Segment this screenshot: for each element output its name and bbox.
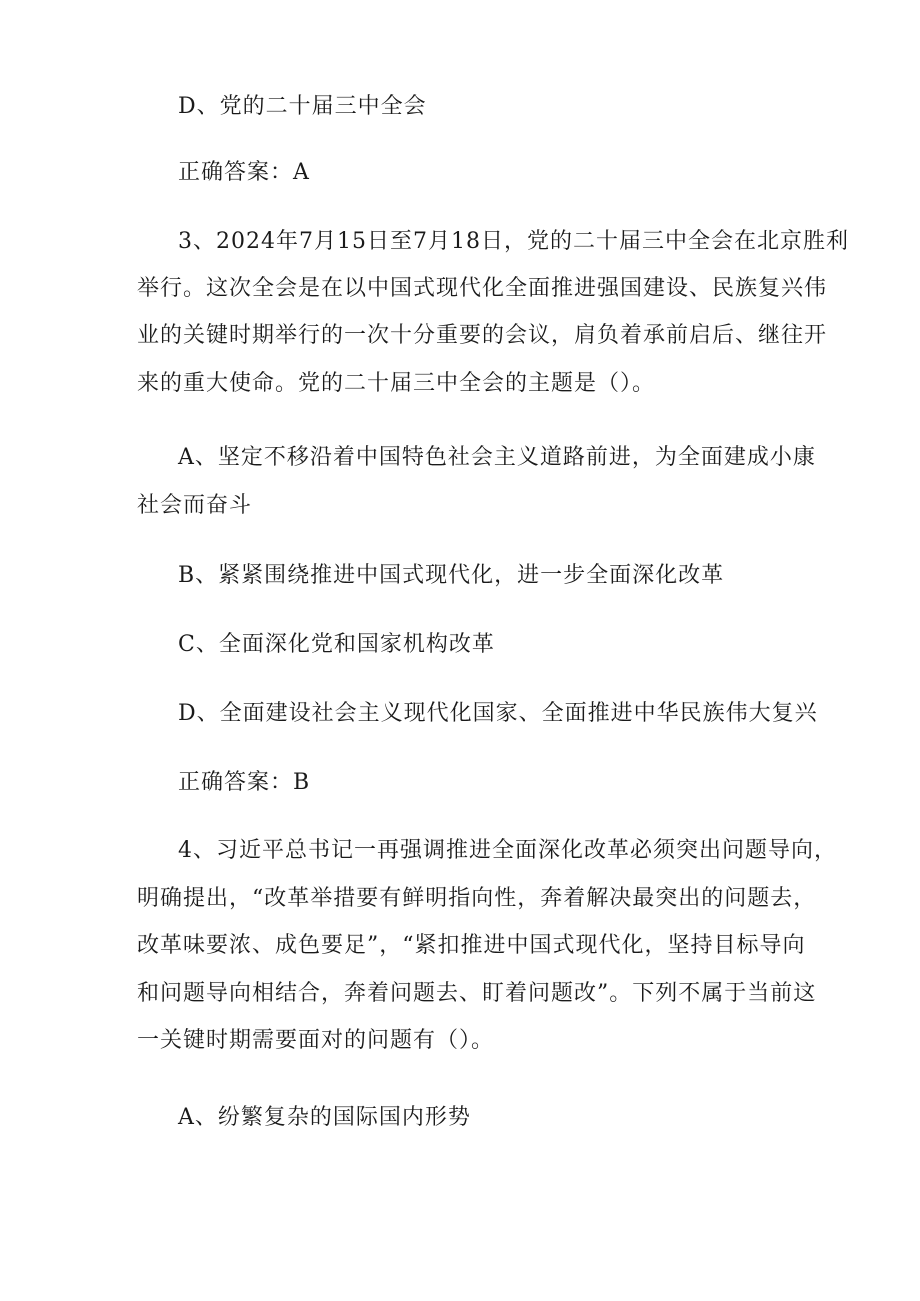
q4-stem-line-2: 明确提出，“改革举措要有鲜明指向性，奔着解决最突出的问题去， [137, 886, 817, 911]
q4-stem-line-5: 一关键时期需要面对的问题有（）。 [137, 1028, 495, 1053]
q4-stem-line-3: 改革味要浓、成色要足”，“紧扣推进中国式现代化，坚持目标导向 [137, 933, 806, 958]
q3-option-d: D、全面建设社会主义现代化国家、全面推进中华民族伟大复兴 [178, 701, 818, 726]
q4-stem-line-4: 和问题导向相结合，奔着问题去、盯着问题改”。下列不属于当前这 [137, 981, 817, 1006]
q3-option-c: C、全面深化党和国家机构改革 [178, 632, 495, 657]
q4-option-a: A、纷繁复杂的国际国内形势 [178, 1105, 471, 1130]
q3-option-a-line-2: 社会而奋斗 [137, 493, 253, 518]
q3-stem-line-4: 来的重大使命。党的二十届三中全会的主题是（）。 [137, 371, 656, 396]
q3-option-a-line-1: A、坚定不移沿着中国特色社会主义道路前进，为全面建成小康 [178, 445, 816, 470]
q4-stem-line-1: 4、习近平总书记一再强调推进全面深化改革必须突出问题导向， [178, 838, 837, 863]
q3-option-b: B、紧紧围绕推进中国式现代化，进一步全面深化改革 [178, 563, 725, 588]
q3-answer: 正确答案：B [178, 770, 311, 795]
q3-stem-line-2: 举行。这次全会是在以中国式现代化全面推进强国建设、民族复兴伟 [137, 276, 828, 301]
q2-answer: 正确答案：A [178, 160, 310, 185]
q2-option-d: D、党的二十届三中全会 [178, 94, 427, 119]
q3-stem-line-3: 业的关键时期举行的一次十分重要的会议，肩负着承前启后、继往开 [137, 323, 828, 348]
q3-stem-line-1: 3、2024年7月15日至7月18日，党的二十届三中全会在北京胜利 [178, 229, 849, 254]
